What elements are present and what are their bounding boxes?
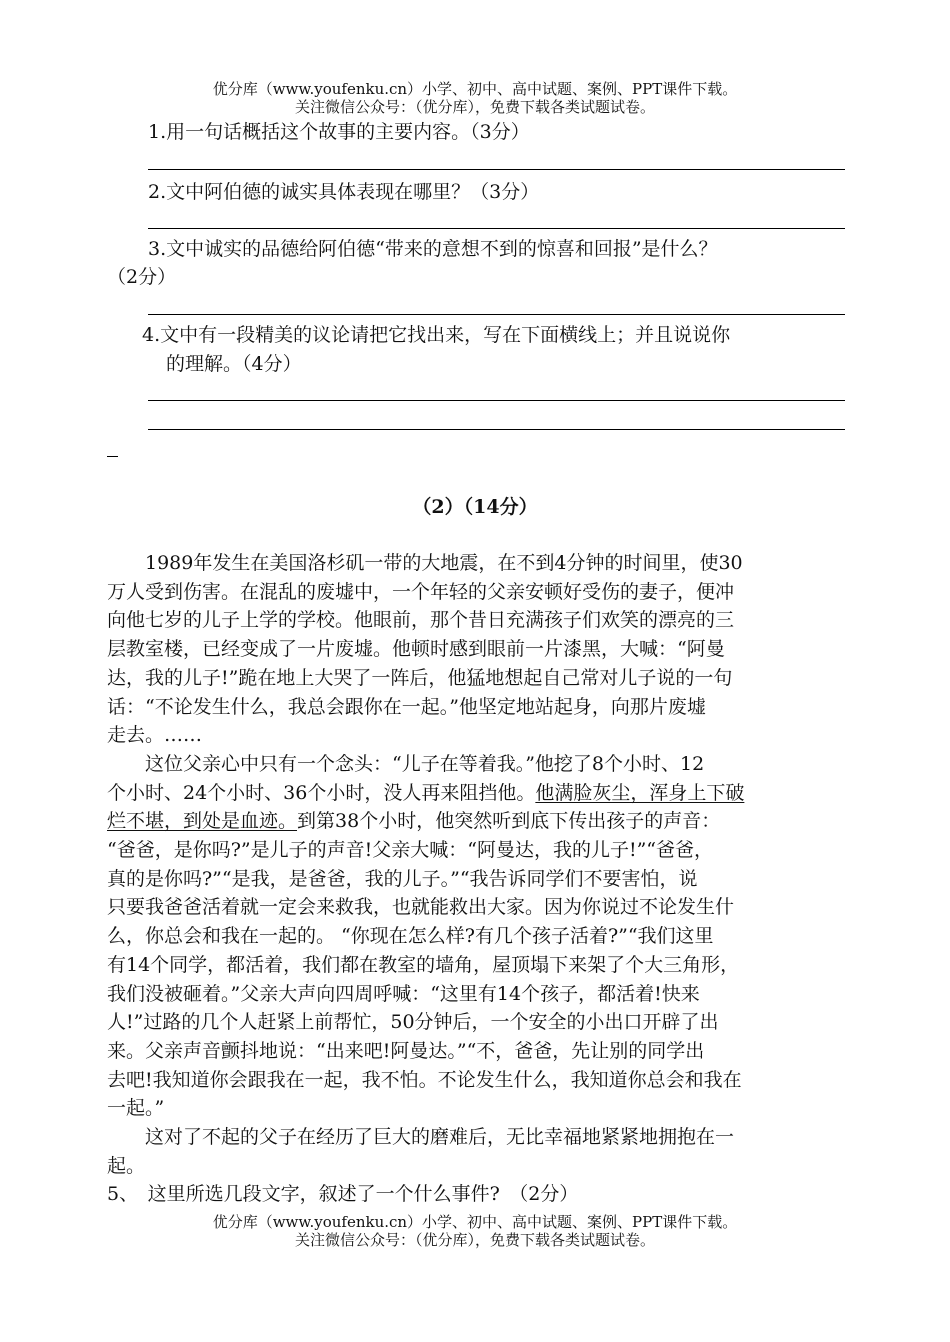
text-line: 层教室楼，已经变成了一片废墟。他顿时感到眼前一片漆黑，大喊：“阿曼 [107, 638, 725, 661]
passage-paragraph-1 [107, 549, 847, 1209]
section-title: （2）（14分） [412, 496, 538, 518]
text-line: 我们没被砸着。”父亲大声向四周呼喊：“这里有14个孩子，都活着!快来 [107, 982, 700, 1005]
answer-line [148, 169, 845, 170]
text-line [107, 807, 847, 836]
text-line: “爸爸，是你吗?”是儿子的声音!父亲大喊：“阿曼达，我的儿子!”“爸爸， [107, 839, 714, 862]
answer-line [148, 314, 845, 315]
question-1: 1.用一句话概括这个故事的主要内容。（3分） [148, 121, 530, 143]
stray-dash-mark [107, 456, 118, 457]
text-line: 一起。” [107, 1097, 165, 1120]
text-line: 么，你总会和我在一起的。 “你现在怎么样?有几个孩子活着?”“我们这里 [107, 925, 714, 948]
underlined-sentence: 烂不堪，到处是血迹。 [107, 810, 298, 833]
underlined-sentence: 他满脸灰尘，浑身上下破 [535, 781, 745, 804]
answer-line [148, 400, 845, 401]
text-line: 话：“不论发生什么，我总会跟你在一起。”他坚定地站起身，向那片废墟 [107, 695, 706, 718]
text-line: 这对了不起的父子在经历了巨大的磨难后，无比幸福地紧紧地拥抱在一 [107, 1126, 735, 1149]
footer-line-2: 关注微信公众号：（优分库），免费下载各类试题试卷。 [294, 1231, 655, 1249]
question-3-line-2: （2分） [107, 266, 177, 288]
text-line: 向他七岁的儿子上学的学校。他眼前，那个昔日充满孩子们欢笑的漂亮的三 [107, 609, 735, 632]
text-line: 只要我爸爸活着就一定会来救我，也就能救出大家。因为你说过不论发生什 [107, 896, 735, 919]
text-line: 起。 [107, 1154, 146, 1177]
text-line: 人!”过路的几个人赶紧上前帮忙，50分钟后，一个安全的小出口开辟了出 [107, 1011, 719, 1034]
question-2: 2.文中阿伯德的诚实具体表现在哪里？（3分） [148, 181, 540, 203]
text-line: 走去。…… [107, 724, 203, 747]
text-line: 去吧!我知道你会跟我在一起，我不怕。不论发生什么，我知道你总会和我在 [107, 1068, 742, 1091]
text-line: 达，我的儿子!”跪在地上大哭了一阵后，他猛地想起自己常对儿子说的一句 [107, 666, 733, 689]
text-line: 真的是你吗?”“是我，是爸爸，我的儿子。”“我告诉同学们不要害怕，说 [107, 867, 698, 890]
text-line: 来。父亲声音颤抖地说：“出来吧!阿曼达。”“不，爸爸，先让别的同学出 [107, 1039, 705, 1062]
header-line-1: 优分库（www.youfenku.cn）小学、初中、高中试题、案例、PPT课件下载。 [212, 80, 738, 98]
footer-line-1: 优分库（www.youfenku.cn）小学、初中、高中试题、案例、PPT课件下载。 [212, 1213, 738, 1231]
text-line: 有14个同学，都活着，我们都在教室的墙角，屋顶塌下来架了个大三角形， [107, 953, 740, 976]
text-segment: 个小时、24个小时、36个小时，没人再来阻挡他。 [107, 781, 536, 804]
answer-line [148, 228, 845, 229]
header-line-2: 关注微信公众号：（优分库），免费下载各类试题试卷。 [294, 98, 655, 116]
text-line: 1989年发生在美国洛杉矶一带的大地震，在不到4分钟的时间里，使30 [107, 552, 743, 574]
question-4-line-1: 4.文中有一段精美的议论请把它找出来，写在下面横线上；并且说说你 [142, 324, 731, 346]
text-line: 这位父亲心中只有一个念头：“儿子在等着我。”他挖了8个小时、12 [107, 752, 705, 775]
answer-line [148, 429, 845, 430]
question-3-line-1: 3.文中诚实的品德给阿伯德“带来的意想不到的惊喜和回报”是什么？ [148, 238, 718, 260]
text-line: 万人受到伤害。在混乱的废墟中，一个年轻的父亲安顿好受伤的妻子，便冲 [107, 580, 735, 603]
text-line [107, 779, 847, 808]
text-segment: 到第38个小时，他突然听到底下传出孩子的声音： [297, 810, 721, 833]
question-5: 5、 这里所选几段文字，叙述了一个什么事件? （2分） [107, 1183, 579, 1206]
question-4-line-2: 的理解。（4分） [166, 353, 302, 375]
